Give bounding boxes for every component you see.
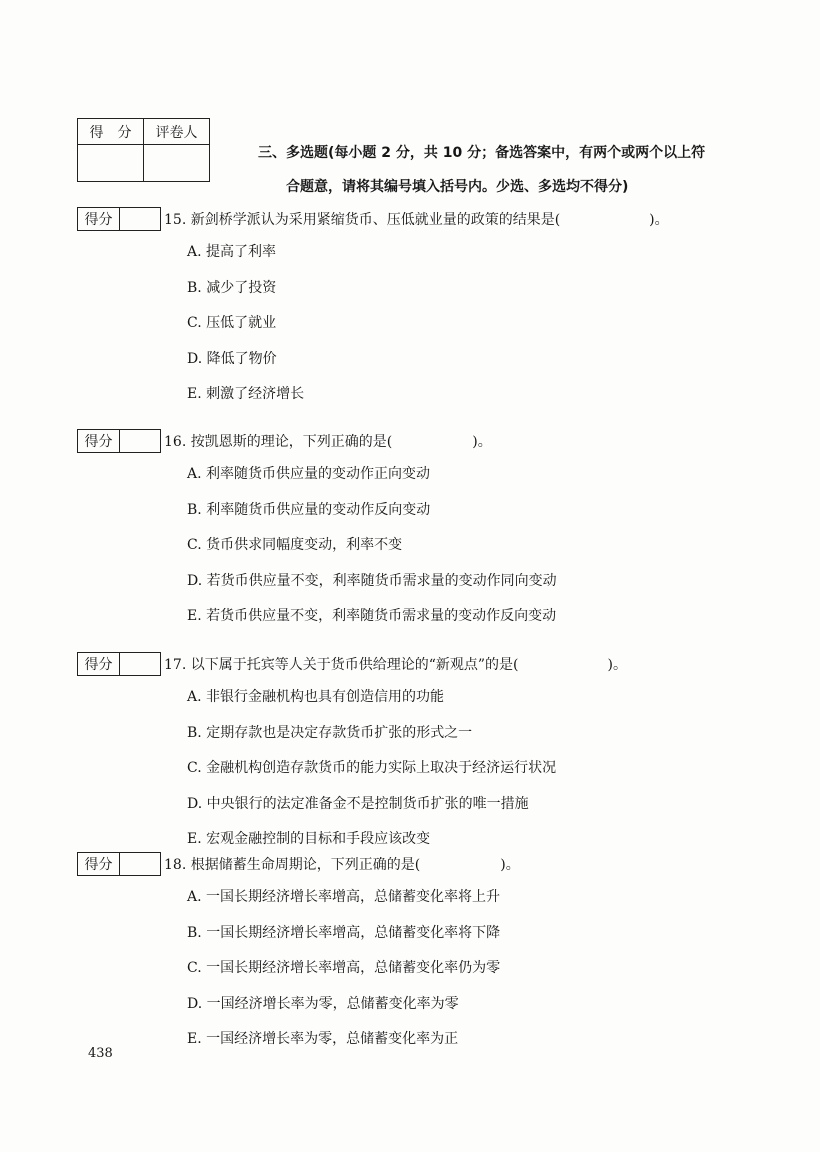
option-d: D. 若货币供应量不变，利率随货币需求量的变动作同向变动 [187, 572, 557, 589]
option-c: C. 压低了就业 [187, 315, 277, 331]
option-b: B. 一国长期经济增长率增高，总储蓄变化率将下降 [187, 924, 501, 941]
question-18 [77, 852, 777, 1064]
option-e: E. 若货币供应量不变，利率随货币需求量的变动作反向变动 [187, 608, 557, 624]
option-d: D. 一国经济增长率为零，总储蓄变化率为零 [187, 995, 459, 1012]
option-a: A. 利率随货币供应量的变动作正向变动 [187, 466, 431, 482]
option-b: B. 利率随货币供应量的变动作反向变动 [187, 501, 431, 518]
option-a: A. 非银行金融机构也具有创造信用的功能 [187, 689, 445, 705]
score-grader-table [77, 118, 210, 182]
question-15 [77, 207, 777, 419]
option-d: D. 中央银行的法定准备金不是控制货币扩张的唯一措施 [187, 795, 529, 812]
section-heading-line2: 合题意，请将其编号填入括号内。少选、多选均不得分) [286, 179, 629, 195]
option-b: B. 减少了投资 [187, 279, 277, 296]
score-header: 得 分 [78, 119, 144, 145]
score-box: 得分 [77, 207, 161, 231]
option-c: C. 金融机构创造存款货币的能力实际上取决于经济运行状况 [187, 760, 557, 776]
option-e: E. 宏观金融控制的目标和手段应该改变 [187, 831, 431, 847]
grader-header: 评卷人 [144, 119, 209, 145]
option-e: E. 一国经济增长率为零，总储蓄变化率为正 [187, 1031, 459, 1047]
option-c: C. 一国长期经济增长率增高，总储蓄变化率仍为零 [187, 960, 501, 976]
question-stem: 18. 根据储蓄生命周期论，下列正确的是( )。 [164, 857, 520, 873]
score-box: 得分 [77, 852, 161, 876]
page-number: 438 [88, 1046, 113, 1061]
option-e: E. 刺激了经济增长 [187, 386, 305, 402]
question-17 [77, 652, 777, 864]
question-16 [77, 429, 777, 641]
grader-cell [144, 145, 209, 181]
question-stem: 15. 新剑桥学派认为采用紧缩货币、压低就业量的政策的结果是( )。 [164, 212, 669, 228]
section-heading [258, 136, 758, 204]
score-box: 得分 [77, 652, 161, 676]
option-b: B. 定期存款也是决定存款货币扩张的形式之一 [187, 724, 473, 741]
question-stem: 17. 以下属于托宾等人关于货币供给理论的“新观点”的是( )。 [164, 657, 627, 673]
question-stem: 16. 按凯恩斯的理论，下列正确的是( )。 [164, 434, 492, 450]
option-a: A. 提高了利率 [187, 244, 277, 260]
score-cell [78, 145, 144, 181]
option-d: D. 降低了物价 [187, 350, 277, 367]
option-a: A. 一国长期经济增长率增高，总储蓄变化率将上升 [187, 889, 501, 905]
section-heading-line1: 三、多选题(每小题 2 分，共 10 分；备选答案中，有两个或两个以上符 [258, 145, 706, 161]
score-box: 得分 [77, 429, 161, 453]
option-c: C. 货币供求同幅度变动，利率不变 [187, 537, 403, 553]
